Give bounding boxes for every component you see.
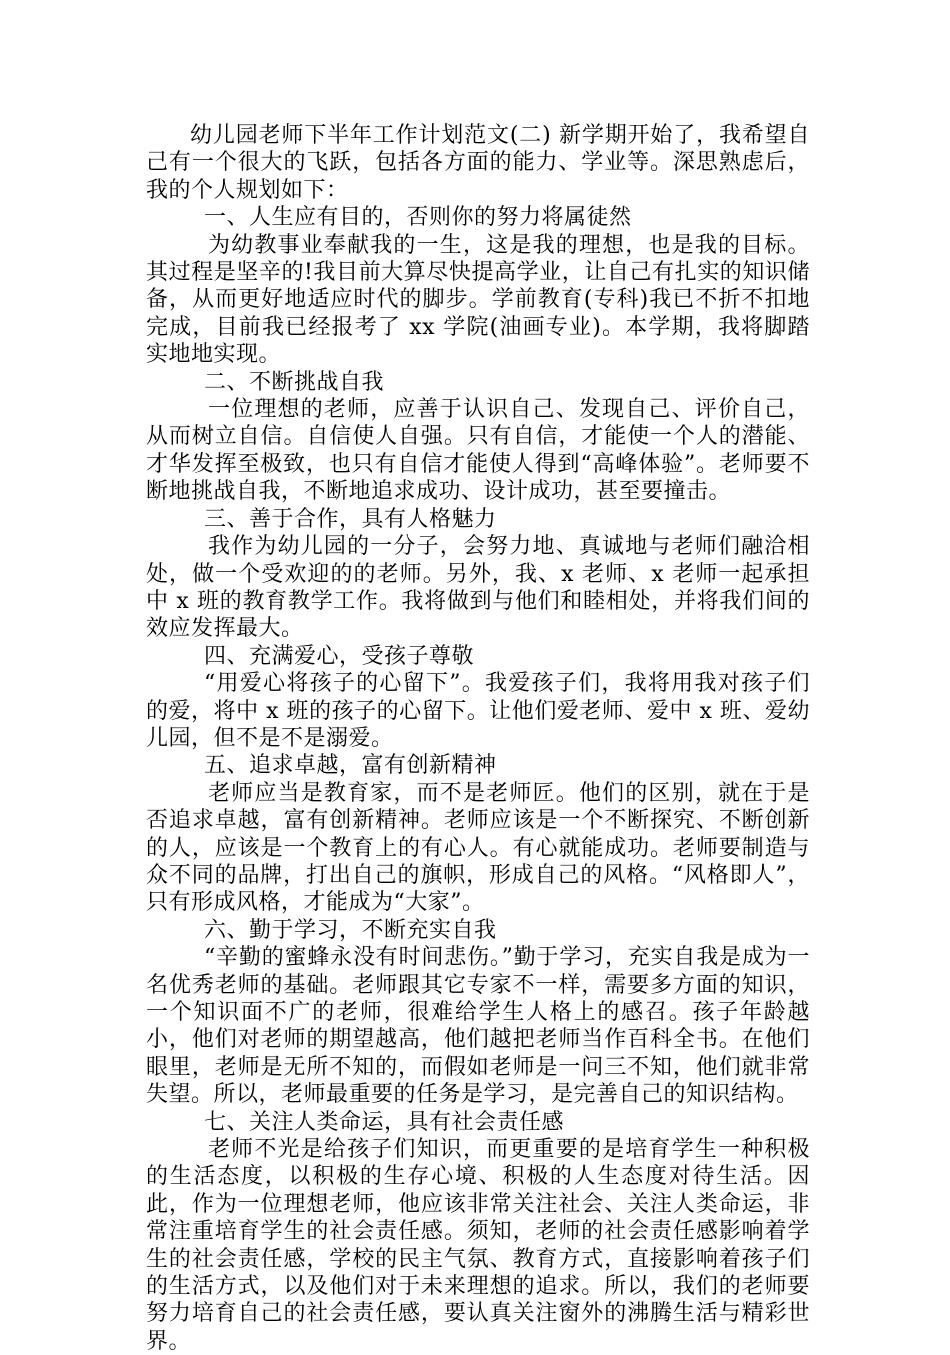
section-heading-3: 三、善于合作，具有人格魅力 bbox=[204, 506, 497, 532]
document-body bbox=[146, 122, 810, 1355]
section-body-4: “用爱心将孩子的心留下”。我爱孩子们，我将用我对孩子们的爱，将中 x 班的孩子的心留下。让他们爱老师、爱中 x 班、爱幼儿园，但不是不是溺爱。 bbox=[146, 671, 810, 751]
section-heading-2: 二、不断挑战自我 bbox=[204, 369, 385, 395]
section-body-5: 老师应当是教育家，而不是老师匠。他们的区别，就在于是否追求卓越，富有创新精神。老师应该是一个不断探究、不断创新的人，应该是一个教育上的有心人。有心就能成功。老师要制造与众不同的品牌，打出自己的旗帜，形成自己的风格。“风格即人”，只有形成风格，才能成为“大家”。 bbox=[146, 780, 810, 916]
section-body-2: 一位理想的老师，应善于认识自己、发现自己、评价自己，从而树立自信。自信使人自强。只有自信，才能使一个人的潜能、才华发挥至极致，也只有自信才能使人得到“高峰体验”。老师要不断地挑战自我，不断地追求成功、设计成功，甚至要撞击。 bbox=[146, 397, 810, 505]
section-body-1: 为幼教事业奉献我的一生，这是我的理想，也是我的目标。其过程是坚辛的!我目前大算尽快提高学业，让自己有扎实的知识储备，从而更好地适应时代的脚步。学前教育(专科)我已不折不扣地完成，目前我已经报考了 xx 学院(油画专业)。本学期，我将脚踏实地地实现。 bbox=[146, 232, 810, 368]
section-body-6: “辛勤的蜜蜂永没有时间悲伤。”勤于学习，充实自我是成为一名优秀老师的基础。老师跟其它专家不一样，需要多方面的知识，一个知识面不广的老师，很难给学生人格上的感召。孩子年龄越小，他们对老师的期望越高，他们越把老师当作百科全书。在他们眼里，老师是无所不知的，而假如老师是一问三不知，他们就非常失望。所以，老师最重要的任务是学习，是完善自己的知识结构。 bbox=[146, 945, 810, 1108]
section-body-3: 我作为幼儿园的一分子，会努力地、真诚地与老师们融洽相处，做一个受欢迎的的老师。另外，我、x 老师、x 老师一起承担中 x 班的教育教学工作。我将做到与他们和睦相处，并将我们间的效应发挥最大。 bbox=[146, 534, 810, 642]
section-heading-1: 一、人生应有目的，否则你的努力将属徒然 bbox=[204, 205, 632, 231]
intro-paragraph: 幼儿园老师下半年工作计划范文(二) 新学期开始了，我希望自己有一个很大的飞跃，包括各方面的能力、学业等。深思熟虑后，我的个人规划如下： bbox=[146, 123, 810, 203]
section-heading-6: 六、勤于学习，不断充实自我 bbox=[204, 917, 497, 943]
section-heading-4: 四、充满爱心，受孩子尊敬 bbox=[204, 643, 475, 669]
section-heading-5: 五、追求卓越，富有创新精神 bbox=[204, 753, 497, 779]
section-heading-7: 七、关注人类命运，具有社会责任感 bbox=[204, 1109, 565, 1135]
section-body-7: 老师不光是给孩子们知识，而更重要的是培育学生一种积极的生活态度，以积极的生存心境、积极的人生态度对待生活。因此，作为一位理想老师，他应该非常关注社会、关注人类命运，非常注重培育学生的社会责任感。须知，老师的社会责任感影响着学生的社会责任感，学校的民主气氛、教育方式，直接影响着孩子们的生活方式，以及他们对于未来理想的追求。所以，我们的老师要努力培育自己的社会责任感，要认真关注窗外的沸腾生活与精彩世界。 bbox=[146, 1137, 810, 1354]
